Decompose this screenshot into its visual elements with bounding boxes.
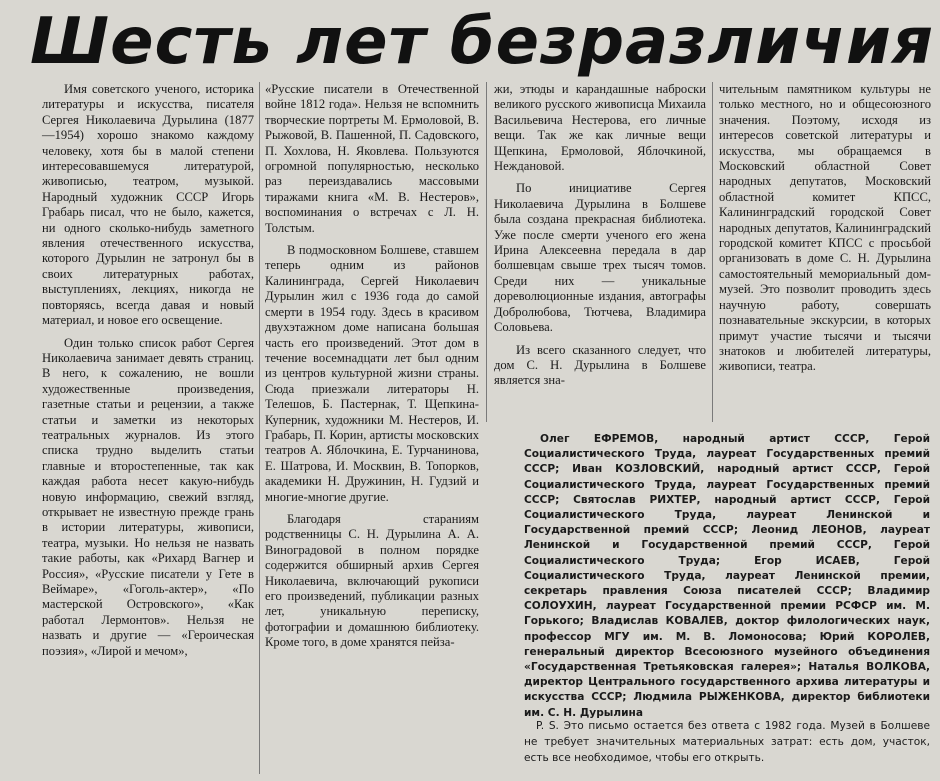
column-rule	[486, 82, 487, 422]
paragraph: «Русские писатели в Отечественной войне 1812 года». Нельзя не вспомнить творческие портреты М. Ермоловой, В. Рыжовой, В. Пашенной, П. Садовского, П. Хохлова, Н. Яковлева. Пользуются огромной популярностью, несколько раз переиздавались массовыми тиражами книга «М. В. Нестеров», воспоминания о встречах с Л. Н. Толстым.	[265, 82, 479, 235]
headline: Шесть лет безразличия	[30, 5, 934, 79]
article-column-3	[494, 82, 706, 422]
paragraph: Благодаря стараниям родственницы С. Н. Дурылина А. А. Виноградовой в полном порядке содержится обширный архив Сергея Николаевича, включающий рукописи его произведений, публикации разных лет, уникальную переписку, фотографии и домашнюю библиотеку. Кроме того, в доме хранятся пейза-	[265, 511, 479, 650]
signatories-text: Олег ЕФРЕМОВ, народный артист СССР, Герой Социалистического Труда, лауреат Государственных премий СССР; Иван КОЗЛОВСКИЙ, народный артист СССР, Герой Социалистического Труда, лауреат Государственных премий СССР; Святослав РИХТЕР, народный артист СССР, Герой Социалистического Труда, лауреат Ленинской и Государственной премий СССР; Леонид ЛЕОНОВ, лауреат Ленинской и Государственной премий СССР, Герой Социалистического Труда; Егор ИСАЕВ, Герой Социалистического Труда, лауреат Ленинской премии, секретарь правления Союза писателей СССР; Владимир СОЛОУХИН, лауреат Государственной премии РСФСР им. М. Горького; Владислав КОВАЛЕВ, доктор филологических наук, профессор МГУ им. М. В. Ломоносова; Юрий КОРОЛЕВ, генеральный директор Всесоюзного музейного объединения «Государственная Третьяковская галерея»; Наталья ВОЛКОВА, директор Центрального государственного архива литературы и искусства СССР; Людмила РЫЖЕНКОВА, директор библиотеки им. С. Н. Дурылина	[524, 433, 930, 719]
article-column-2	[265, 82, 479, 774]
paragraph: Из всего сказанного следует, что дом С. Н. Дурылина в Болшеве является зна-	[494, 342, 706, 388]
paragraph: Один только список работ Сергея Николаевича занимает девять страниц. В него, к сожалению, не вошли художественные произведения, газетные статьи и рецензии, а также статьи и заметки из некоторых театральных журналов. Из этого списка трудно выделить статьи главные и второстепенные, так как каждая работа несет какую-нибудь новую информацию, свежий взгляд, открывает не известную прежде грань в истории литературы, живописи, театра, музыки. Но нельзя не назвать такие работы, как «Рихард Вагнер и Россия», «Русские писатели у Гете в Веймаре», «Гоголь-актер», «По мастерской Островского», «Как работал Лермонтов». Нельзя не назвать и другие — «Героическая поэзия», «Лирой и мечом»,	[42, 335, 254, 658]
column-rule	[259, 82, 260, 774]
signatories-block	[524, 432, 930, 719]
postscript-block	[524, 718, 930, 776]
postscript-text: P. S. Это письмо остается без ответа с 1982 года. Музей в Болшеве не требует значительных материальных затрат: есть дом, участок, есть все необходимое, чтобы его открыть.	[524, 720, 930, 764]
paragraph: Имя советского ученого, историка литературы и искусства, писателя Сергея Николаевича Дурылина (1877—1954) хорошо знакомо каждому человеку, хотя бы в малой степени интересовавшемуся литературой, живописью, театром, музыкой. Народный художник СССР Игорь Грабарь писал, что не было, кажется, ни одного сколько-нибудь заметного явления отечественного искусства, которого Дурылин не затронул бы в своих литературных работах, выступлениях, лекциях, никогда не повторяясь, всегда давая и новый материал, и новое его освещение.	[42, 82, 254, 328]
paragraph: В подмосковном Болшеве, ставшем теперь одним из районов Калининграда, Сергей Николаевич Дурылин жил с 1936 года до самой смерти в 1954 году. Здесь в красивом двухэтажном доме написана большая часть его произведений. Этот дом в течение восемнадцати лет был одним из центров культурной жизни страны. Сюда приезжали литераторы Н. Телешов, Б. Пастернак, Т. Щепкина-Куперник, художники М. Нестеров, И. Грабарь, П. Корин, артисты московских театров А. Яблочкина, Е. Турчанинова, Е. Шатрова, И. Москвин, В. Топорков, академики Н. Дружинин, Н. Гудзий и многие-многие другие.	[265, 243, 479, 504]
article-column-4	[719, 82, 931, 422]
article-column-1	[42, 82, 254, 774]
paragraph: жи, этюды и карандашные наброски великого русского живописца Михаила Васильевича Нестерова, его личные вещи. Так же как личные вещи Щепкина, Ермоловой, Яблочкиной, Неждановой.	[494, 82, 706, 174]
column-rule	[712, 82, 713, 422]
paragraph: чительным памятником культуры не только местного, но и общесоюзного значения. Поэтому, исходя из интересов советской литературы и искусства, мы обращаемся в Московский областной Совет народных депутатов, Московский областной комитет КПСС, Калининградский городской Совет народных депутатов, Калининградский городской комитет КПСС с просьбой организовать в доме С. Н. Дурылина самостоятельный мемориальный дом-музей. Это позволит проводить здесь научную работу, совершать познавательные экскурсии, в которых примут участие тысячи и тысячи знатоков и любителей литературы, живописи, театра.	[719, 82, 931, 374]
paragraph: По инициативе Сергея Николаевича Дурылина в Болшеве была создана прекрасная библиотека. Уже после смерти ученого его жена Ирина Алексеевна передала в дар болшевцам свыше трех тысяч томов. Среди них — уникальные дореволюционные издания, автографы Добролюбова, Тютчева, Владимира Соловьева.	[494, 181, 706, 335]
